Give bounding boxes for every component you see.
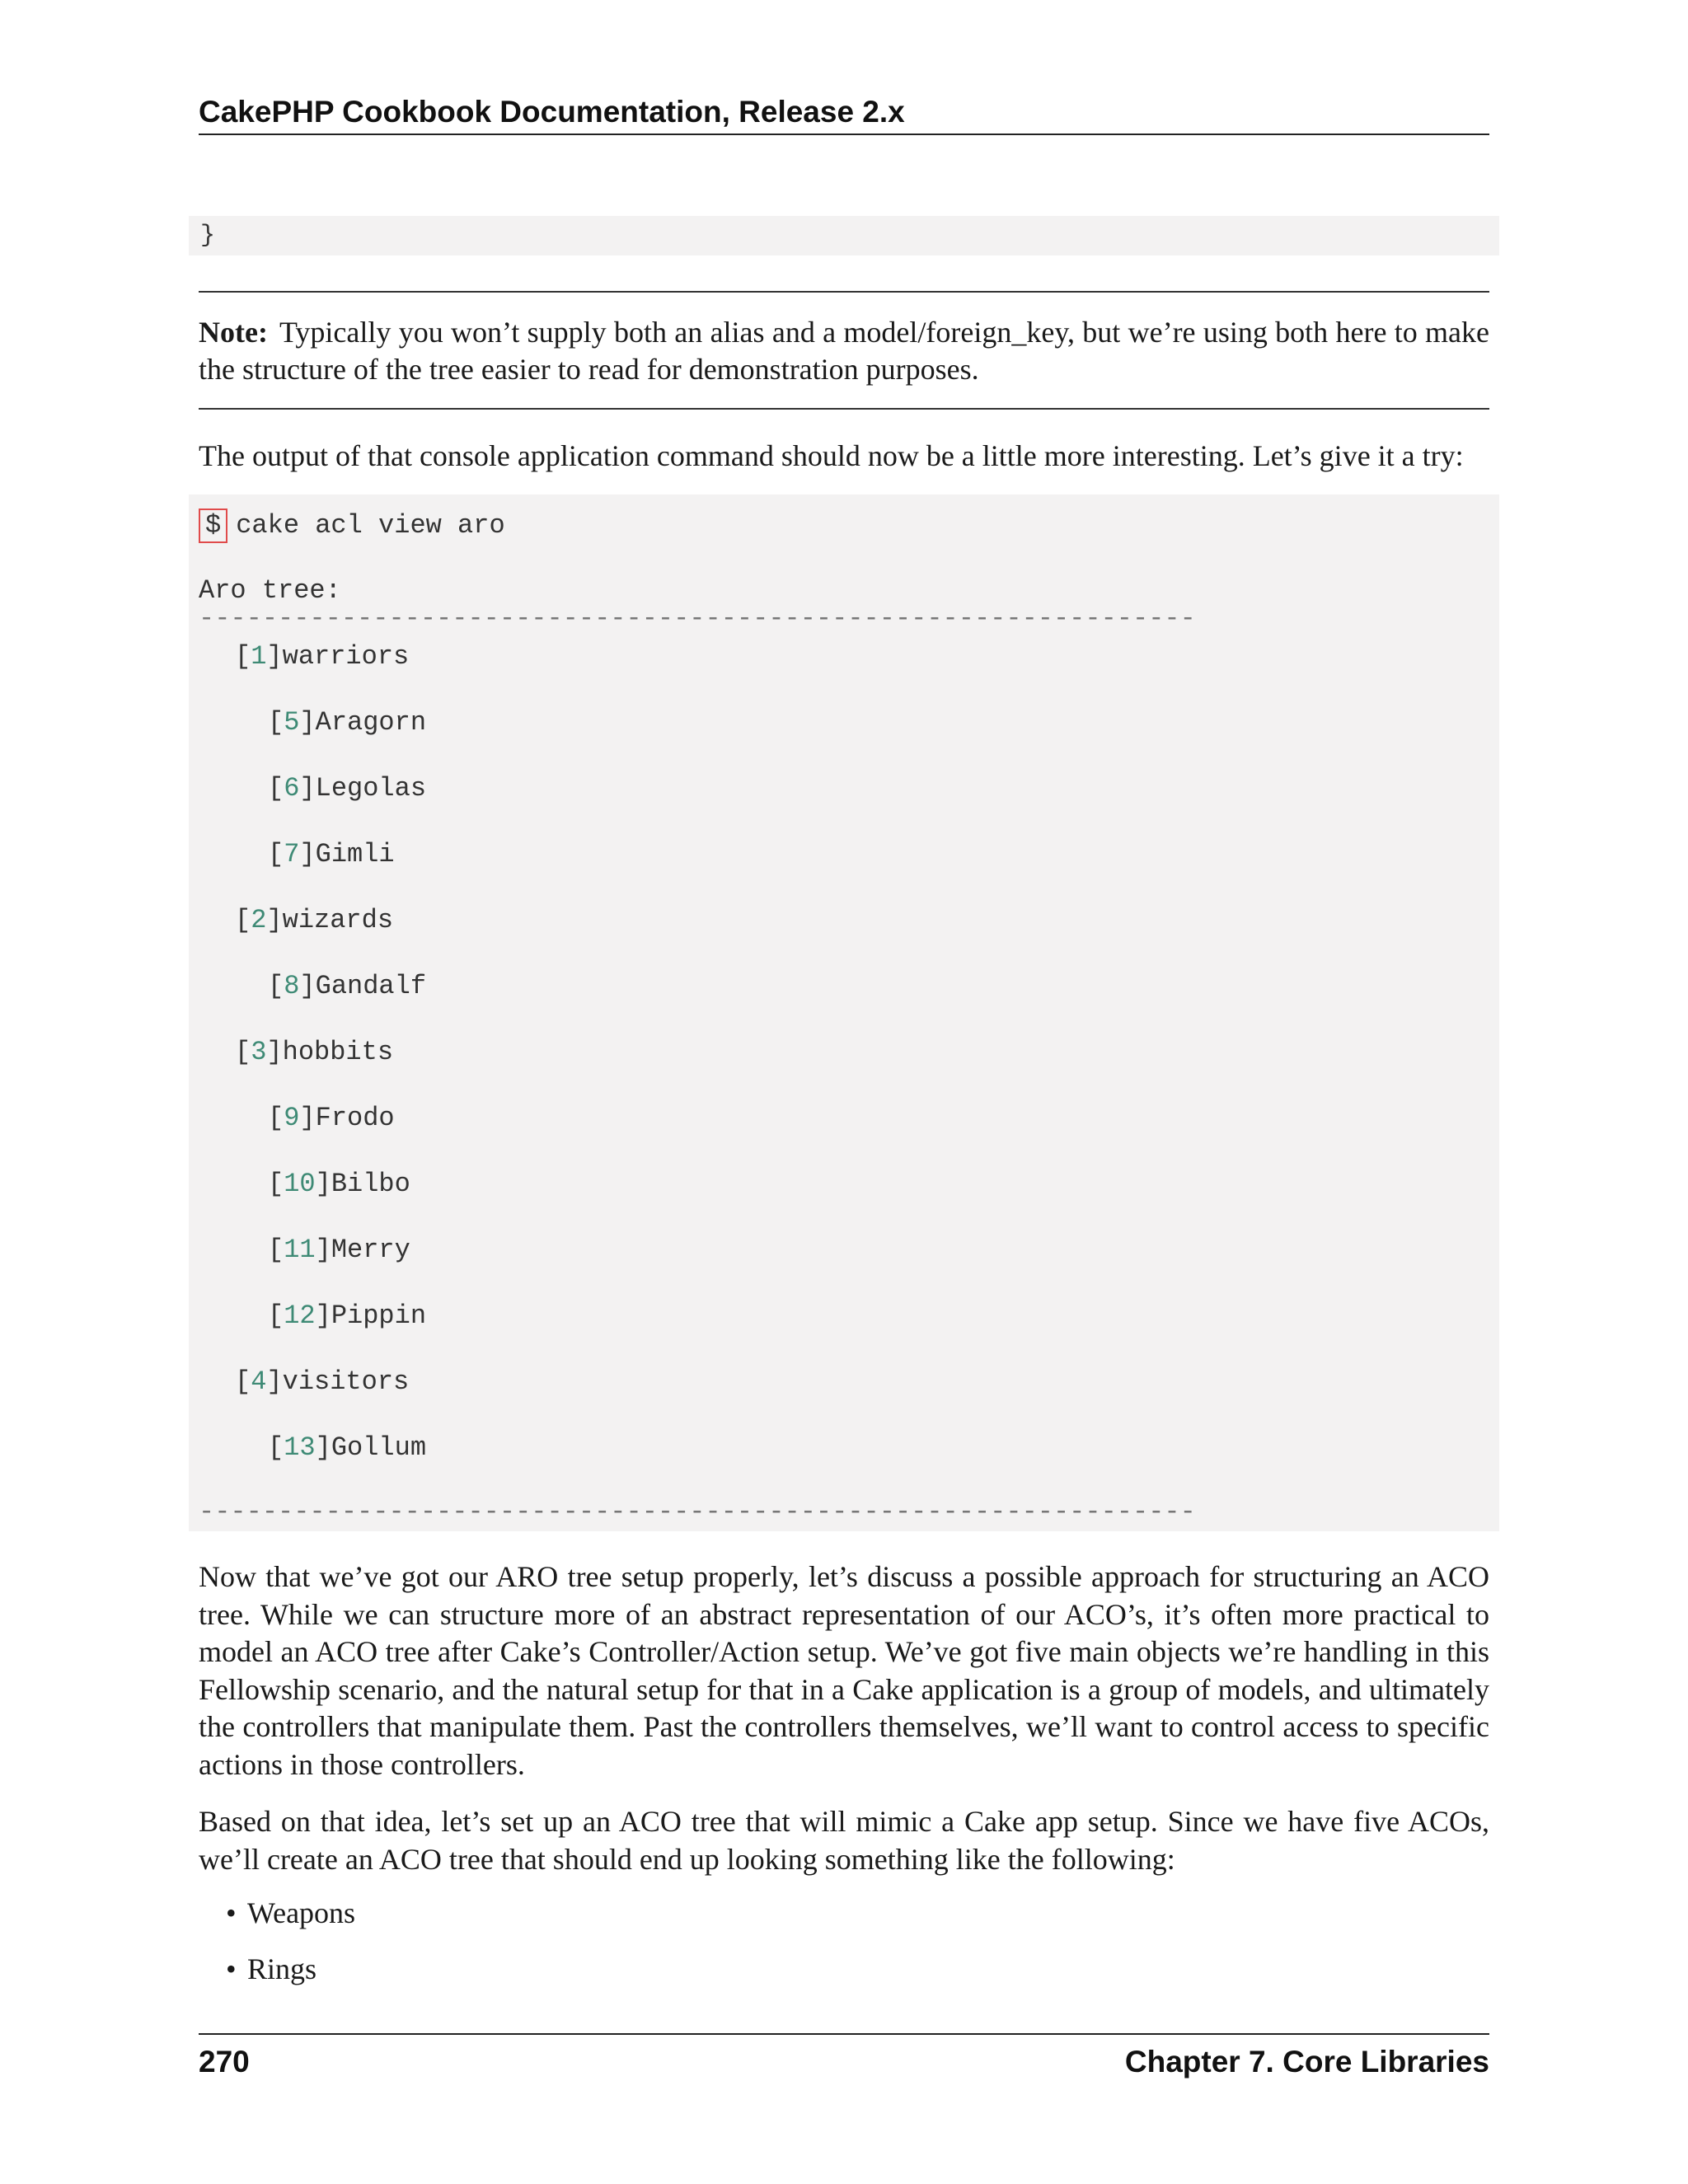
node-id: 11 [284, 1235, 316, 1265]
node-name: Aragorn [315, 707, 427, 738]
bracket: [ [235, 1366, 251, 1397]
bracket: [ [268, 1103, 284, 1133]
bracket: [ [268, 707, 284, 738]
note-top-divider [199, 291, 1489, 293]
node-name: Gandalf [315, 971, 427, 1001]
node-name: wizards [282, 905, 394, 935]
node-name: Gimli [315, 839, 395, 869]
bracket: ] [266, 641, 283, 672]
bullet-dot: • [226, 1952, 237, 1985]
node-name: Merry [331, 1235, 410, 1265]
tree-node [235, 1036, 393, 1069]
page-number: 270 [199, 2045, 250, 2079]
tree-node [235, 904, 393, 937]
note-text: Typically you won’t supply both an alias and a model/foreign_key, but we’re using both here to make the structure of the tree easier to read for demonstration purposes. [199, 316, 1489, 386]
tree-node [235, 640, 409, 673]
node-id: 10 [284, 1169, 316, 1199]
bracket: ] [315, 1235, 331, 1265]
node-id: 9 [284, 1103, 300, 1133]
tree-label: Aro tree: [199, 575, 341, 606]
bracket: ] [266, 905, 283, 935]
console-output-block [189, 494, 1499, 1531]
bracket: [ [268, 1432, 284, 1463]
bracket: ] [299, 1103, 316, 1133]
console-prompt: $ [199, 509, 227, 543]
chapter-title: Chapter 7. Core Libraries [1124, 2045, 1489, 2079]
bracket: [ [268, 773, 284, 804]
node-id: 6 [284, 773, 300, 804]
node-id: 2 [251, 905, 267, 935]
tree-node [268, 838, 395, 871]
tree-node [268, 970, 426, 1003]
node-name: hobbits [282, 1037, 394, 1067]
tree-node [268, 1102, 395, 1135]
tree-node [268, 1168, 410, 1201]
based-paragraph: Based on that idea, let’s set up an ACO tree that will mimic a Cake app setup. Since we have five ACOs, we’ll create an ACO tree that should end up looking something like the following: [199, 1805, 1489, 1876]
node-id: 7 [284, 839, 300, 869]
node-name: Bilbo [331, 1169, 410, 1199]
note-box [199, 314, 1489, 388]
console-command-line [199, 509, 505, 543]
bracket: [ [235, 641, 251, 672]
console-command: cake acl view aro [236, 510, 505, 541]
bullet-item [226, 1895, 356, 1932]
bullet-text: Weapons [247, 1896, 356, 1929]
tree-separator-bottom: --------------------------------------------------------------- [199, 1497, 1196, 1527]
aco-paragraph: Now that we’ve got our ARO tree setup properly, let’s discuss a possible approach for structuring an ACO tree. While we can structure more of an abstract representation of our ACO’s, it’s often more practical to model an ACO tree after Cake’s Controller/Action setup. We’ve got five main objects we’re handling in this Fellowship scenario, and the natural setup for that in a Cake application is a group of models, and ultimately the controllers that manipulate them. Past the controllers themselves, we’ll want to control access to specific actions in those controllers. [199, 1560, 1489, 1781]
code-block-top [189, 216, 1499, 255]
node-id: 13 [284, 1432, 316, 1463]
bracket: [ [235, 905, 251, 935]
tree-node [268, 1432, 426, 1465]
node-name: Legolas [315, 773, 427, 804]
node-id: 3 [251, 1037, 267, 1067]
tree-node [268, 1300, 426, 1333]
page-header-title: CakePHP Cookbook Documentation, Release 2.x [199, 95, 905, 129]
node-name: Gollum [331, 1432, 427, 1463]
footer-divider [199, 2033, 1489, 2035]
bracket: [ [268, 971, 284, 1001]
bracket: [ [268, 1235, 284, 1265]
node-id: 12 [284, 1301, 316, 1331]
tree-node [268, 706, 426, 739]
intro-paragraph: The output of that console application command should now be a little more interesting. Let’s give it a try: [199, 439, 1464, 472]
node-name: Pippin [331, 1301, 427, 1331]
tree-node [268, 772, 426, 805]
tree-node [268, 1234, 410, 1267]
bracket: ] [299, 773, 316, 804]
bracket: [ [268, 1169, 284, 1199]
node-id: 4 [251, 1366, 267, 1397]
node-name: warriors [282, 641, 410, 672]
bracket: [ [268, 839, 284, 869]
bracket: ] [315, 1301, 331, 1331]
bracket: ] [299, 707, 316, 738]
node-name: visitors [282, 1366, 410, 1397]
tree-node [235, 1366, 409, 1399]
bracket: ] [266, 1366, 283, 1397]
code-line: } [200, 222, 216, 250]
note-label: Note: [199, 316, 268, 349]
note-bottom-divider [199, 408, 1489, 410]
header-divider [199, 134, 1489, 135]
tree-separator-top: --------------------------------------------------------------- [199, 603, 1196, 634]
node-name: Frodo [315, 1103, 395, 1133]
bullet-text: Rings [247, 1952, 317, 1985]
bullet-item [226, 1951, 317, 1988]
bracket: ] [299, 839, 316, 869]
node-id: 5 [284, 707, 300, 738]
bracket: ] [266, 1037, 283, 1067]
bracket: ] [315, 1432, 331, 1463]
bullet-dot: • [226, 1896, 237, 1929]
node-id: 8 [284, 971, 300, 1001]
bracket: ] [315, 1169, 331, 1199]
bracket: ] [299, 971, 316, 1001]
node-id: 1 [251, 641, 267, 672]
bracket: [ [235, 1037, 251, 1067]
bracket: [ [268, 1301, 284, 1331]
